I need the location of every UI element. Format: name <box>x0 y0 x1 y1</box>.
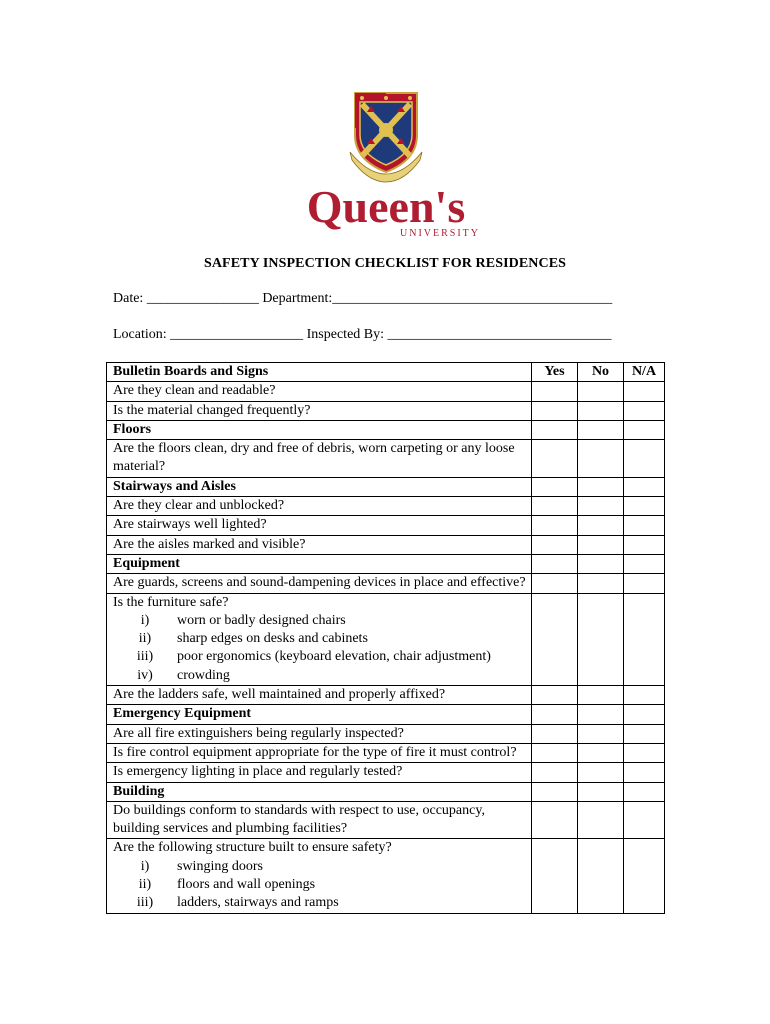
table-row <box>107 401 665 420</box>
section-row <box>107 782 665 801</box>
sub-item <box>113 612 531 630</box>
section-heading: Floors <box>107 420 532 439</box>
sub-item-number: iv) <box>137 667 153 683</box>
question-cell <box>107 574 532 593</box>
yes-checkbox-cell[interactable] <box>532 724 578 743</box>
table-row <box>107 593 665 685</box>
no-checkbox-cell[interactable] <box>578 686 624 705</box>
question-cell <box>107 516 532 535</box>
question-cell <box>107 724 532 743</box>
section-row <box>107 477 665 496</box>
sub-item <box>113 630 531 648</box>
na-checkbox-cell[interactable] <box>624 574 665 593</box>
no-checkbox-cell[interactable] <box>578 497 624 516</box>
section-row <box>107 420 665 439</box>
table-row <box>107 743 665 762</box>
question-text: Are guards, screens and sound-dampening devices in place and effective? <box>113 575 526 591</box>
na-checkbox-cell[interactable] <box>624 801 665 839</box>
column-na: N/A <box>624 363 665 382</box>
na-checkbox-cell[interactable] <box>624 497 665 516</box>
sub-item-number: i) <box>140 612 150 628</box>
sub-item-number: iii) <box>136 649 154 665</box>
sub-item-text: floors and wall openings <box>177 877 316 893</box>
section-heading: Emergency Equipment <box>107 705 532 724</box>
table-row <box>107 724 665 743</box>
na-checkbox-cell[interactable] <box>624 743 665 762</box>
no-checkbox-cell[interactable] <box>578 516 624 535</box>
table-row <box>107 440 665 478</box>
na-checkbox-cell[interactable] <box>624 440 665 478</box>
question-cell <box>107 535 532 554</box>
table-row <box>107 535 665 554</box>
table-row <box>107 839 665 913</box>
na-checkbox-cell[interactable] <box>624 839 665 913</box>
question-cell <box>107 839 532 913</box>
question-text: Are they clean and readable? <box>113 383 276 399</box>
page-title: SAFETY INSPECTION CHECKLIST FOR RESIDENCES <box>203 256 567 271</box>
svg-text:Queen's: Queen's <box>306 181 466 232</box>
na-checkbox-cell[interactable] <box>624 401 665 420</box>
question-text: Are the following structure built to ensure safety? <box>113 840 392 856</box>
table-row <box>107 574 665 593</box>
sub-item <box>113 648 531 666</box>
no-checkbox-cell[interactable] <box>578 724 624 743</box>
yes-checkbox-cell[interactable] <box>532 382 578 401</box>
sub-item <box>113 667 531 685</box>
sub-item-number: iii) <box>136 895 154 911</box>
question-text: Is the furniture safe? <box>113 594 229 610</box>
question-text: Are the ladders safe, well maintained and properly affixed? <box>113 687 446 703</box>
no-checkbox-cell[interactable] <box>578 839 624 913</box>
na-checkbox-cell[interactable] <box>624 763 665 782</box>
yes-checkbox-cell[interactable] <box>532 686 578 705</box>
na-checkbox-cell[interactable] <box>624 686 665 705</box>
sub-item <box>113 876 531 894</box>
no-checkbox-cell[interactable] <box>578 535 624 554</box>
no-checkbox-cell <box>578 420 624 439</box>
question-cell <box>107 801 532 839</box>
question-text: Are the aisles marked and visible? <box>113 536 306 552</box>
no-checkbox-cell <box>578 477 624 496</box>
question-cell <box>107 401 532 420</box>
no-checkbox-cell[interactable] <box>578 401 624 420</box>
question-cell <box>107 686 532 705</box>
sub-item-text: swinging doors <box>177 858 263 874</box>
question-text: Are the floors clean, dry and free of debris, worn carpeting or any loose material? <box>113 441 515 475</box>
column-yes: Yes <box>532 363 578 382</box>
location-inspector-fields[interactable]: Location: ___________________ Inspected By: ________________________________ <box>113 327 612 342</box>
yes-checkbox-cell[interactable] <box>532 574 578 593</box>
column-no: No <box>578 363 624 382</box>
section-row <box>107 554 665 573</box>
table-header-row <box>107 363 665 382</box>
table-row <box>107 516 665 535</box>
no-checkbox-cell[interactable] <box>578 763 624 782</box>
crest-icon <box>280 90 492 240</box>
yes-checkbox-cell[interactable] <box>532 743 578 762</box>
yes-checkbox-cell[interactable] <box>532 516 578 535</box>
inspection-checklist-table <box>106 362 665 914</box>
sub-item <box>113 894 531 912</box>
na-checkbox-cell[interactable] <box>624 724 665 743</box>
no-checkbox-cell[interactable] <box>578 743 624 762</box>
question-text: Are they clear and unblocked? <box>113 498 285 514</box>
question-cell <box>107 593 532 685</box>
sub-item-number: i) <box>140 858 150 874</box>
date-department-fields[interactable]: Date: ________________ Department:________________________________________ <box>113 291 613 306</box>
no-checkbox-cell[interactable] <box>578 801 624 839</box>
section-heading: Bulletin Boards and Signs <box>107 363 532 382</box>
question-cell <box>107 382 532 401</box>
sub-item-text: worn or badly designed chairs <box>177 612 346 628</box>
sub-item-text: poor ergonomics (keyboard elevation, chair adjustment) <box>177 649 491 665</box>
question-text: Is fire control equipment appropriate for the type of fire it must control? <box>113 744 517 760</box>
yes-checkbox-cell <box>532 782 578 801</box>
yes-checkbox-cell[interactable] <box>532 801 578 839</box>
question-text: Are all fire extinguishers being regularly inspected? <box>113 725 404 741</box>
sub-item-text: sharp edges on desks and cabinets <box>177 631 368 647</box>
na-checkbox-cell[interactable] <box>624 535 665 554</box>
svg-text:UNIVERSITY: UNIVERSITY <box>400 228 480 239</box>
sub-item-text: ladders, stairways and ramps <box>177 895 339 911</box>
sub-item-number: ii) <box>138 877 152 893</box>
yes-checkbox-cell <box>532 477 578 496</box>
table-row <box>107 382 665 401</box>
question-text: Are stairways well lighted? <box>113 517 267 533</box>
table-row <box>107 801 665 839</box>
yes-checkbox-cell <box>532 420 578 439</box>
question-cell <box>107 743 532 762</box>
question-text: Do buildings conform to standards with respect to use, occupancy, building services and plumbing facilities? <box>113 802 485 837</box>
yes-checkbox-cell[interactable] <box>532 401 578 420</box>
sub-item <box>113 858 531 876</box>
na-checkbox-cell[interactable] <box>624 593 665 685</box>
yes-checkbox-cell <box>532 554 578 573</box>
na-checkbox-cell <box>624 705 665 724</box>
question-text: Is emergency lighting in place and regularly tested? <box>113 764 403 780</box>
question-cell <box>107 497 532 516</box>
na-checkbox-cell <box>624 420 665 439</box>
yes-checkbox-cell[interactable] <box>532 440 578 478</box>
table-row <box>107 763 665 782</box>
na-checkbox-cell <box>624 782 665 801</box>
yes-checkbox-cell[interactable] <box>532 497 578 516</box>
yes-checkbox-cell[interactable] <box>532 593 578 685</box>
question-cell <box>107 440 532 478</box>
section-row <box>107 705 665 724</box>
no-checkbox-cell[interactable] <box>578 574 624 593</box>
table-row <box>107 686 665 705</box>
sub-item-number: ii) <box>138 631 152 647</box>
no-checkbox-cell[interactable] <box>578 382 624 401</box>
na-checkbox-cell[interactable] <box>624 382 665 401</box>
section-heading: Stairways and Aisles <box>107 477 532 496</box>
yes-checkbox-cell <box>532 705 578 724</box>
no-checkbox-cell[interactable] <box>578 593 624 685</box>
yes-checkbox-cell[interactable] <box>532 535 578 554</box>
no-checkbox-cell <box>578 554 624 573</box>
section-heading: Equipment <box>107 554 532 573</box>
yes-checkbox-cell[interactable] <box>532 839 578 913</box>
queens-university-logo <box>280 90 492 240</box>
na-checkbox-cell <box>624 554 665 573</box>
no-checkbox-cell <box>578 782 624 801</box>
no-checkbox-cell[interactable] <box>578 440 624 478</box>
section-heading: Building <box>107 782 532 801</box>
table-row <box>107 497 665 516</box>
na-checkbox-cell[interactable] <box>624 516 665 535</box>
na-checkbox-cell <box>624 477 665 496</box>
question-cell <box>107 763 532 782</box>
yes-checkbox-cell[interactable] <box>532 763 578 782</box>
no-checkbox-cell <box>578 705 624 724</box>
question-text: Is the material changed frequently? <box>113 402 311 418</box>
sub-item-text: crowding <box>177 667 230 683</box>
